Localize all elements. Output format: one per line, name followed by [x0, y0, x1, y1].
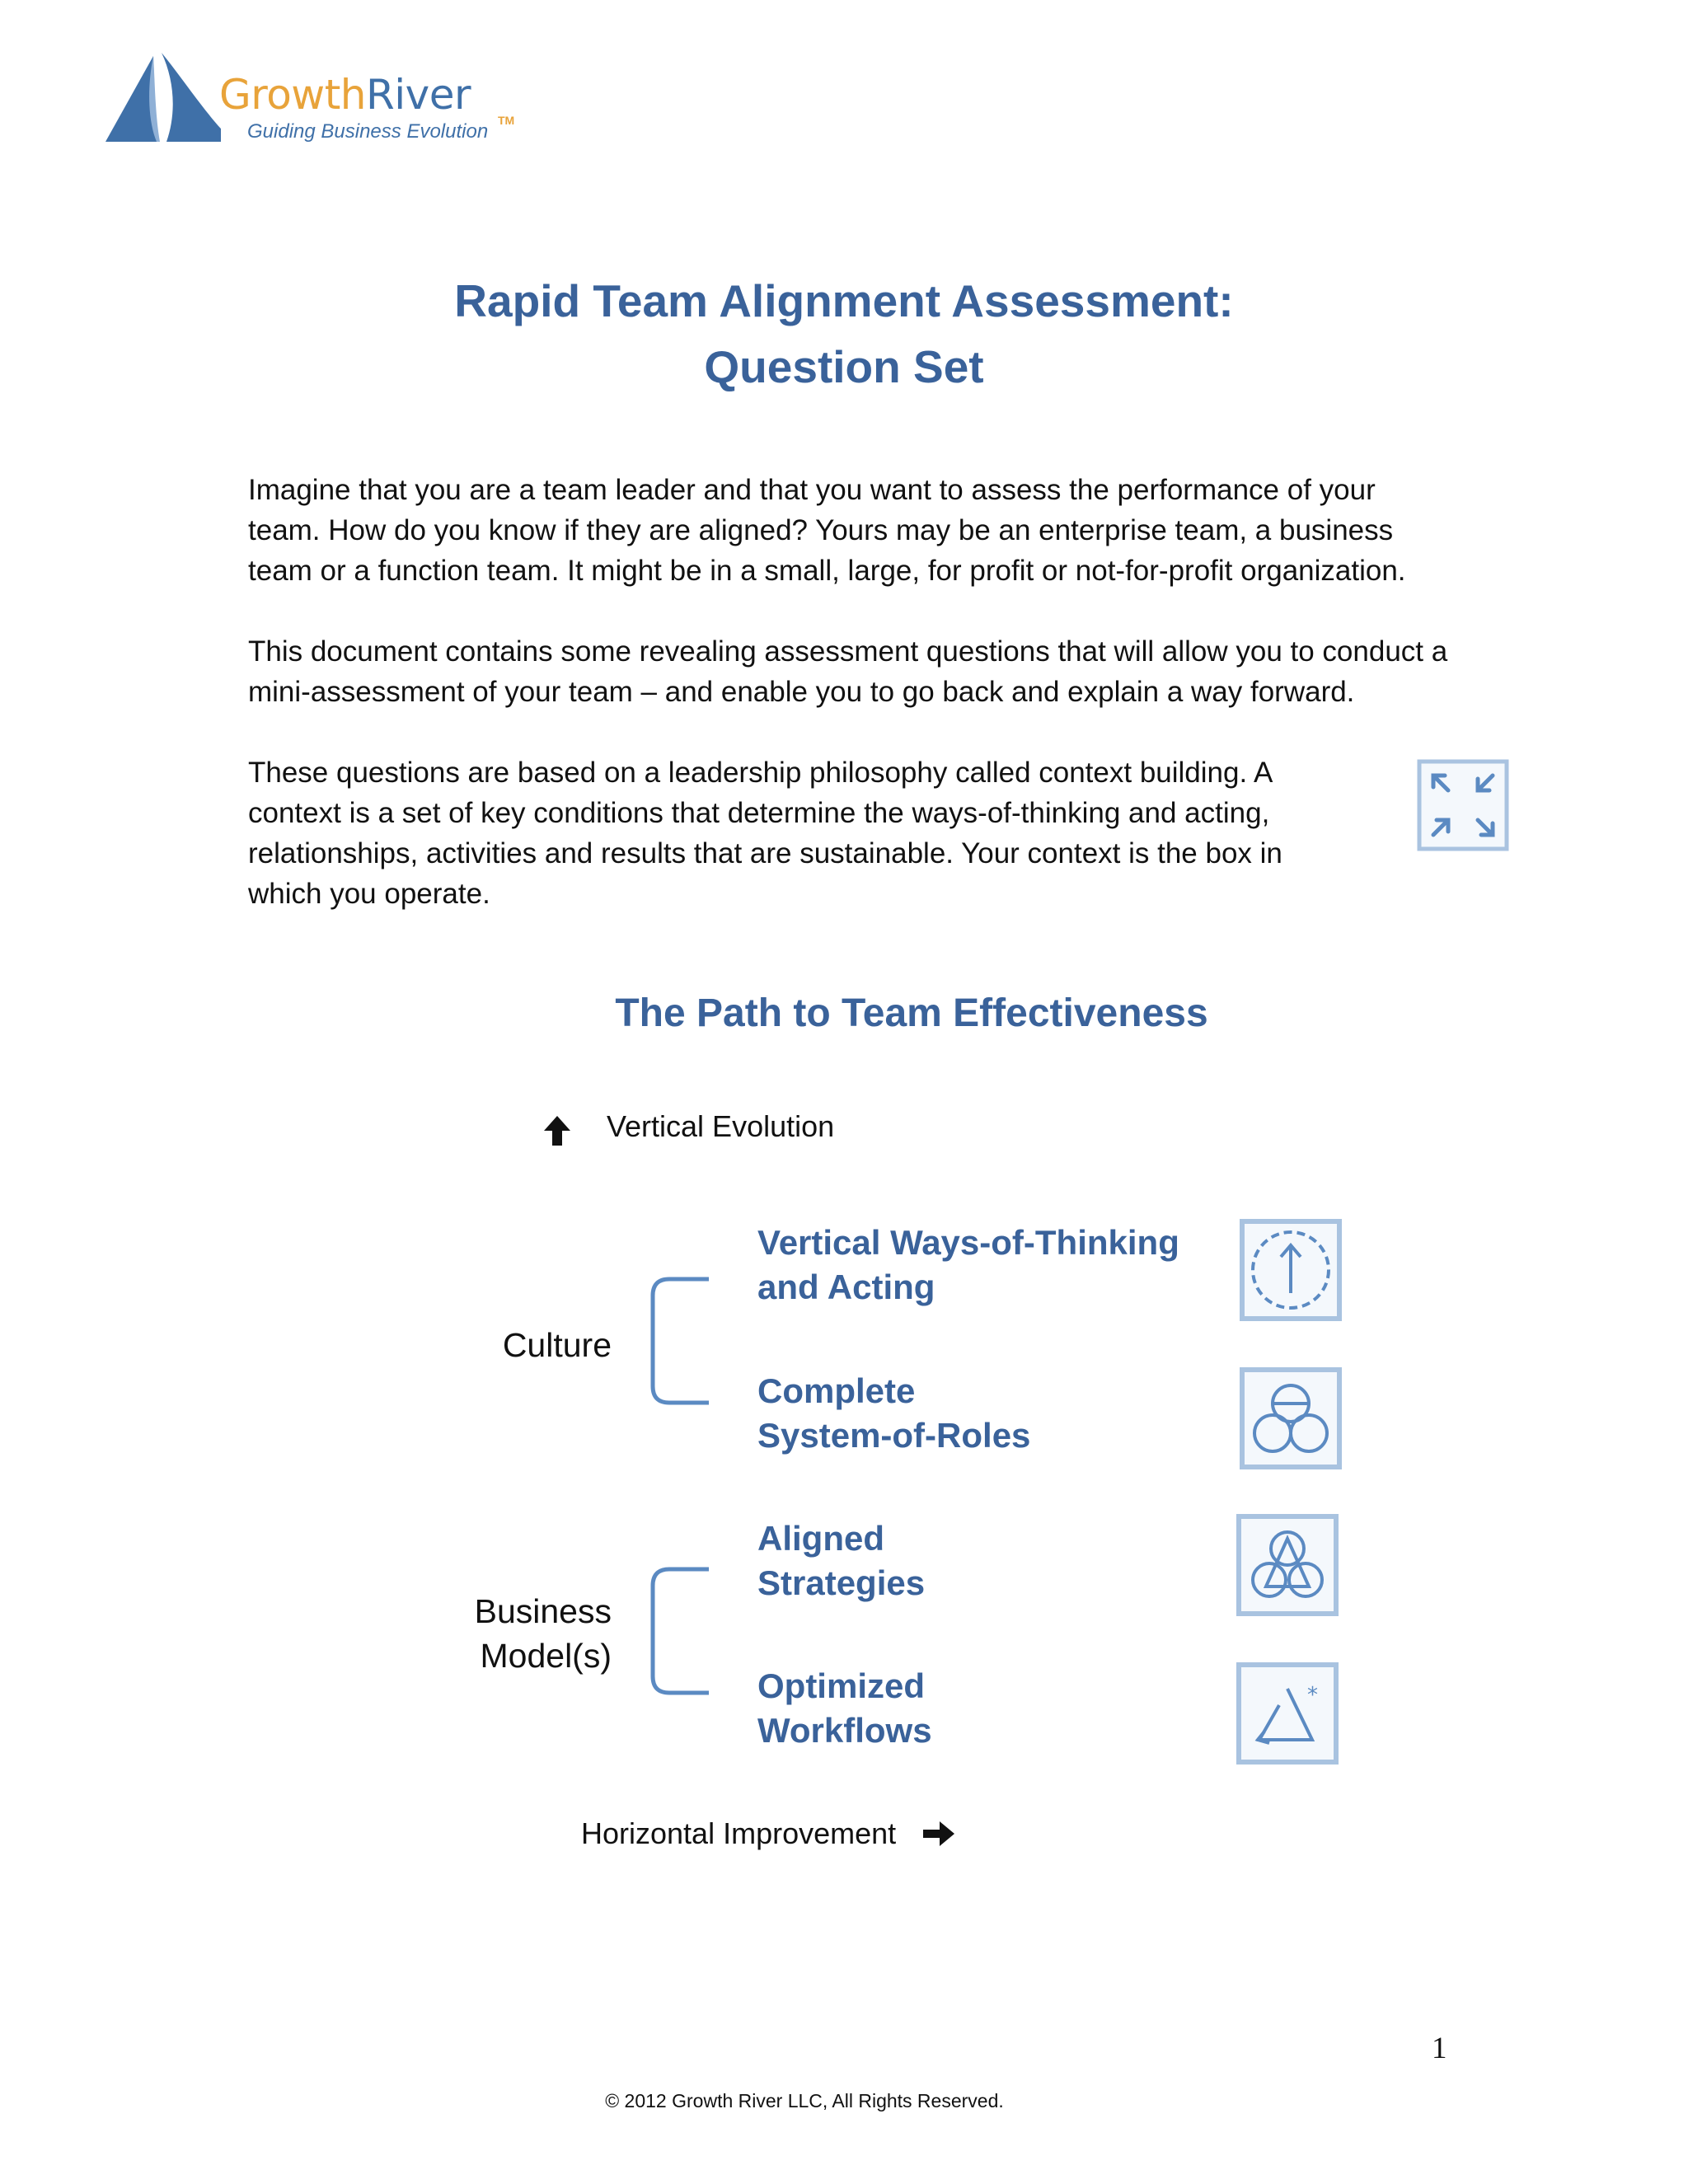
logo-tagline: Guiding Business Evolution	[247, 120, 489, 143]
logo-trademark: TM	[498, 114, 515, 127]
paragraph-line: team or a function team. It might be in a small, large, for profit or not-for-profit organization.	[248, 555, 1406, 587]
paragraph-line: Imagine that you are a team leader and that you want to assess the performance of your	[248, 474, 1376, 506]
upward-arrow-circle-icon	[1240, 1219, 1342, 1321]
paragraph-line: relationships, activities and results that are sustainable. Your context is the box in	[248, 837, 1282, 869]
triangle-circles-strategy-icon	[1236, 1514, 1339, 1616]
right-arrow-icon	[921, 1820, 956, 1848]
up-arrow-icon	[542, 1114, 572, 1147]
horizontal-improvement-label: Horizontal Improvement	[581, 1816, 897, 1850]
business-model-group-label: Business Model(s)	[474, 1592, 612, 1675]
vertical-evolution-label: Vertical Evolution	[607, 1109, 835, 1143]
growth-river-logo	[106, 48, 534, 155]
triangle-cycle-workflow-icon	[1236, 1662, 1339, 1765]
business-model-bracket	[648, 1566, 710, 1698]
context-box-icon	[1417, 759, 1509, 851]
context-building-paragraph	[248, 752, 1534, 914]
diagram-title: The Path to Team Effectiveness	[615, 991, 1208, 1035]
paragraph-line: team. How do you know if they are aligned? Yours may be an enterprise team, a business	[248, 514, 1394, 546]
intro-paragraph	[248, 470, 1534, 591]
culture-bracket	[648, 1276, 710, 1408]
svg-text:*: *	[1307, 1683, 1318, 1708]
paragraph-line: which you operate.	[248, 878, 490, 910]
item-aligned-strategies: Aligned Strategies	[757, 1519, 926, 1602]
item-system-of-roles: Complete System-of-Roles	[757, 1371, 1031, 1455]
document-title-line1: Rapid Team Alignment Assessment:	[454, 275, 1234, 326]
page-number: 1	[1432, 2032, 1447, 2065]
item-vertical-ways-of-thinking: Vertical Ways-of-Thinking and Acting	[757, 1223, 1179, 1306]
paragraph-line: context is a set of key conditions that determine the ways-of-thinking and acting,	[248, 797, 1270, 829]
copyright-notice: © 2012 Growth River LLC, All Rights Reserved.	[605, 2090, 1004, 2111]
document-title-line2: Question Set	[704, 341, 984, 392]
item-optimized-workflows: Optimized Workflows	[757, 1666, 932, 1750]
sail-logo-icon	[106, 48, 221, 147]
culture-group-label: Culture	[502, 1326, 612, 1364]
three-circles-roles-icon	[1240, 1367, 1342, 1469]
logo-wordmark: GrowthRiver	[219, 71, 471, 119]
paragraph-line: mini-assessment of your team – and enable you to go back and explain a way forward.	[248, 676, 1355, 708]
paragraph-line: These questions are based on a leadership philosophy called context building. A	[248, 757, 1273, 789]
paragraph-line: This document contains some revealing assessment questions that will allow you to conduct a	[248, 635, 1448, 668]
document-purpose-paragraph	[248, 631, 1534, 712]
